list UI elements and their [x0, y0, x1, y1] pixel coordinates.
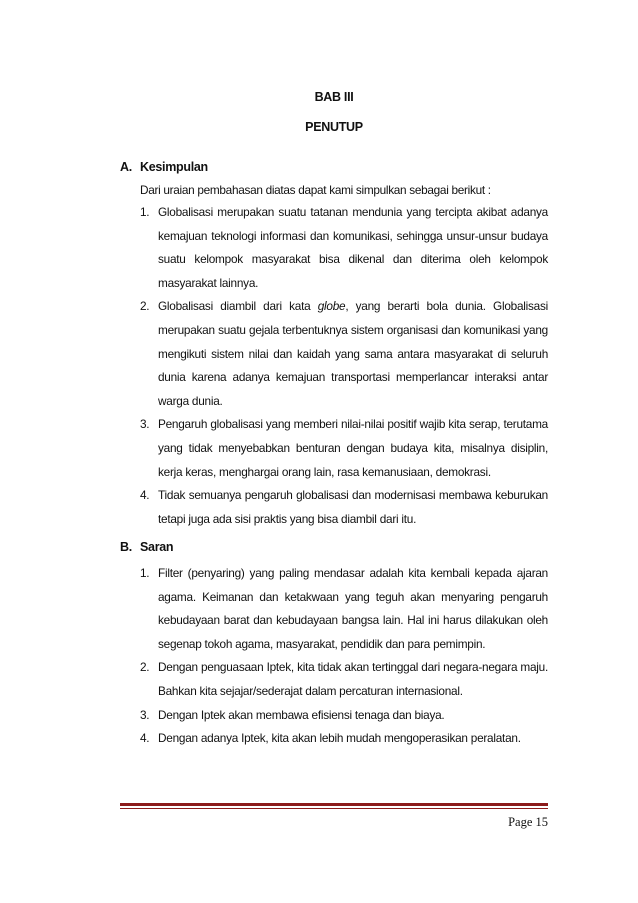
list-item [140, 295, 548, 413]
list-item [140, 201, 548, 295]
list-item [140, 704, 548, 728]
section-a-title: Kesimpulan [140, 160, 208, 174]
list-item-text: Pengaruh globalisasi yang memberi nilai-nilai positif wajib kita serap, terutama yang tidak menyebabkan benturan dengan budaya kita, misalnya disiplin, kerja keras, menghargai orang lain, rasa kemanusiaan, demokrasi. [158, 417, 548, 479]
section-b-title: Saran [140, 540, 174, 554]
list-item-number: 4. [140, 488, 150, 503]
chapter-number: BAB III [314, 90, 354, 104]
section-b-letter: B. [120, 540, 132, 554]
section-a-heading [120, 160, 208, 174]
list-item-number: 2. [140, 299, 150, 314]
list-item-number: 2. [140, 660, 150, 675]
section-a-letter: A. [120, 160, 132, 174]
chapter-title: PENUTUP [305, 120, 363, 134]
list-item-text: Dengan Iptek akan membawa efisiensi tenaga dan biaya. [158, 707, 445, 722]
list-item [140, 656, 548, 703]
italic-term: globe [317, 299, 346, 314]
list-item-text: Globalisasi merupakan suatu tatanan mendunia yang tercipta akibat adanya kemajuan teknologi informasi dan komunikasi, sehingga unsur-unsur budaya suatu kelompok masyarakat bisa dikenal dan diterima oleh kelompok masyarakat lainnya. [158, 205, 548, 290]
list-item [140, 484, 548, 531]
list-item [140, 413, 548, 484]
footer-rule-thick [120, 803, 548, 806]
suggestion-list [140, 562, 548, 751]
list-item-text: Dengan penguasaan Iptek, kita tidak akan tertinggal dari negara-negara maju. Bahkan kita sejajar/sederajat dalam percaturan internasional. [158, 660, 548, 698]
list-item-text: Globalisasi diambil dari kata globe, yang berarti bola dunia. Globalisasi merupakan suatu gejala terbentuknya sistem organisasi dan komunikasi yang mengikuti sistem nilai dan kaidah yang sama antara masyarakat di seluruh dunia karena adanya kemajuan transportasi memperlancar interaksi antar warga dunia. [158, 299, 548, 408]
list-item-number: 3. [140, 707, 150, 722]
footer-rule-thin [120, 808, 548, 809]
list-item [140, 562, 548, 656]
list-item-number: 3. [140, 417, 150, 432]
section-a-intro: Dari uraian pembahasan diatas dapat kami simpulkan sebagai berikut : [140, 183, 491, 197]
section-b-heading [120, 540, 173, 554]
list-item-number: 4. [140, 731, 150, 746]
list-item [140, 727, 548, 751]
list-item-number: 1. [140, 566, 150, 580]
list-item-number: 1. [140, 205, 150, 219]
conclusion-list [140, 201, 548, 531]
page-number: Page 15 [508, 815, 548, 829]
list-item-text: Filter (penyaring) yang paling mendasar adalah kita kembali kepada ajaran agama. Keimanan dan ketakwaan yang teguh akan menyaring pengaruh kebudayaan barat dan kebudayaan bangsa lain. Hal ini harus dilakukan oleh segenap tokoh agama, masyarakat, pendidik dan para pemimpin. [158, 566, 548, 651]
list-item-text: Dengan adanya Iptek, kita akan lebih mudah mengoperasikan peralatan. [158, 731, 521, 746]
list-item-text: Tidak semuanya pengaruh globalisasi dan modernisasi membawa keburukan tetapi juga ada sisi praktis yang bisa diambil dari itu. [158, 488, 548, 526]
